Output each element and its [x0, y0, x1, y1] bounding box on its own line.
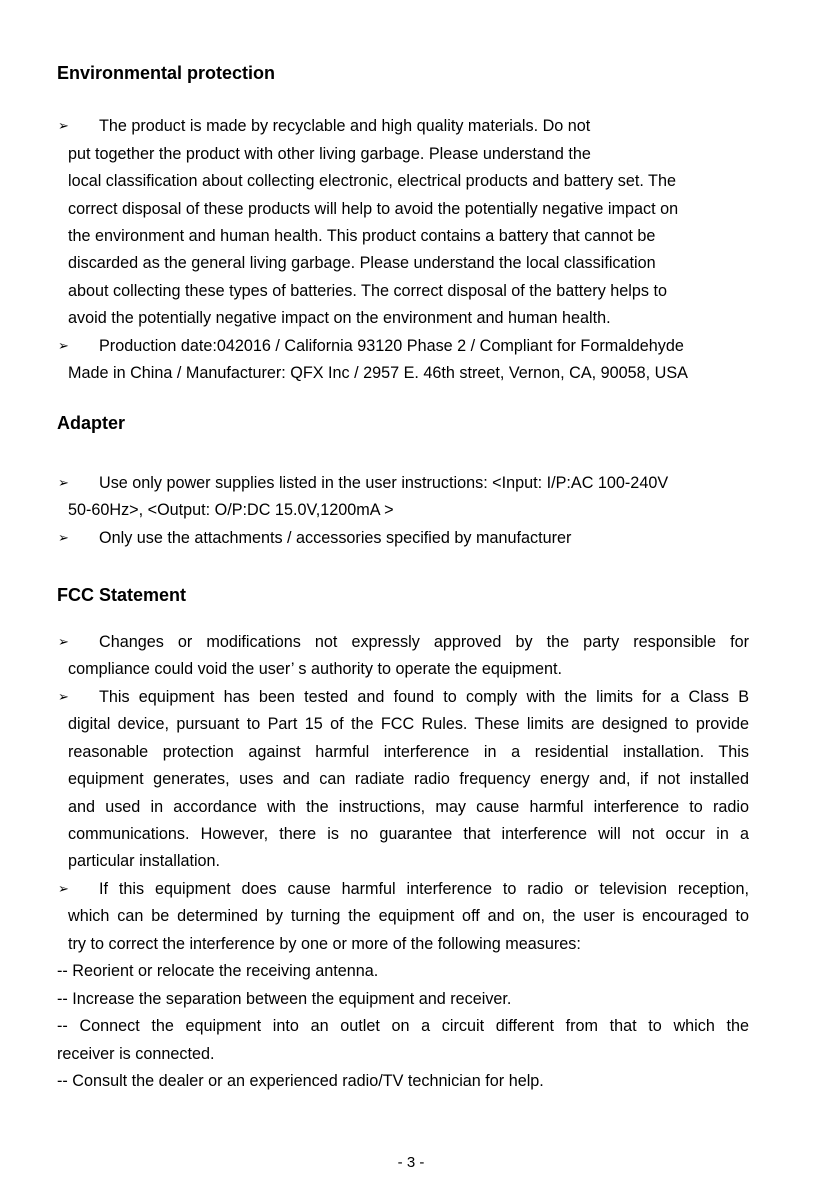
bullet-marker-icon: ➢ [58, 338, 69, 353]
env-line-3: local classification about collecting electronic, electrical products and battery set. The [68, 172, 676, 190]
fcc-line-1: Changes or modifications not expressly approved by the party responsible for [99, 633, 749, 651]
fcc-line-7: and used in accordance with the instructions, may cause harmful interference to radio [68, 798, 749, 816]
env-line-7: about collecting these types of batteries. The correct disposal of the battery helps to [68, 282, 667, 300]
fcc-line-9: particular installation. [68, 852, 221, 870]
adapter-line-3: Only use the attachments / accessories specified by manufacturer [99, 529, 572, 547]
env-line-5: the environment and human health. This product contains a battery that cannot be [68, 227, 656, 245]
fcc-measure-2: -- Increase the separation between the equipment and receiver. [57, 990, 512, 1008]
section-heading-environmental-protection: Environmental protection [57, 63, 276, 83]
bullet-marker-icon: ➢ [58, 689, 69, 704]
bullet-marker-icon: ➢ [58, 634, 69, 649]
bullet-marker-icon: ➢ [58, 118, 69, 133]
fcc-line-3: This equipment has been tested and found to comply with the limits for a Class B [99, 688, 749, 706]
fcc-line-12: try to correct the interference by one or more of the following measures: [68, 935, 581, 953]
fcc-measure-1: -- Reorient or relocate the receiving antenna. [57, 962, 379, 980]
bullet-marker-icon: ➢ [58, 530, 69, 545]
bullet-marker-icon: ➢ [58, 475, 69, 490]
fcc-line-10: If this equipment does cause harmful interference to radio or television reception, [99, 880, 749, 898]
env-line-4: correct disposal of these products will help to avoid the potentially negative impact on [68, 200, 679, 218]
fcc-line-2: compliance could void the user’ s authority to operate the equipment. [68, 660, 563, 678]
page-number: - 3 - [397, 1154, 425, 1171]
adapter-line-2: 50-60Hz>, <Output: O/P:DC 15.0V,1200mA > [68, 501, 394, 519]
env-line-2: put together the product with other living garbage. Please understand the [68, 145, 591, 163]
fcc-measure-3: -- Connect the equipment into an outlet on a circuit different from that to which the [57, 1017, 749, 1035]
fcc-line-11: which can be determined by turning the equipment off and on, the user is encouraged to [68, 907, 749, 925]
fcc-line-8: communications. However, there is no guarantee that interference will not occur in a [68, 825, 749, 843]
env-line-6: discarded as the general living garbage. Please understand the local classification [68, 254, 656, 272]
fcc-measure-4: -- Consult the dealer or an experienced radio/TV technician for help. [57, 1072, 544, 1090]
env-line-1: The product is made by recyclable and high quality materials. Do not [99, 117, 591, 135]
fcc-line-4: digital device, pursuant to Part 15 of the FCC Rules. These limits are designed to provide [68, 715, 749, 733]
section-heading-fcc-statement: FCC Statement [57, 585, 187, 605]
env-line-8: avoid the potentially negative impact on the environment and human health. [68, 309, 611, 327]
section-heading-adapter: Adapter [57, 413, 126, 433]
fcc-measure-3-continued: receiver is connected. [57, 1045, 215, 1063]
fcc-line-5: reasonable protection against harmful interference in a residential installation. This [68, 743, 749, 761]
bullet-marker-icon: ➢ [58, 881, 69, 896]
fcc-line-6: equipment generates, uses and can radiate radio frequency energy and, if not installed [68, 770, 749, 788]
env-line-9: Production date:042016 / California 93120 Phase 2 / Compliant for Formaldehyde [99, 337, 684, 355]
env-line-10: Made in China / Manufacturer: QFX Inc / 2957 E. 46th street, Vernon, CA, 90058, USA [68, 364, 688, 382]
adapter-line-1: Use only power supplies listed in the user instructions: <Input: I/P:AC 100-240V [99, 474, 669, 492]
